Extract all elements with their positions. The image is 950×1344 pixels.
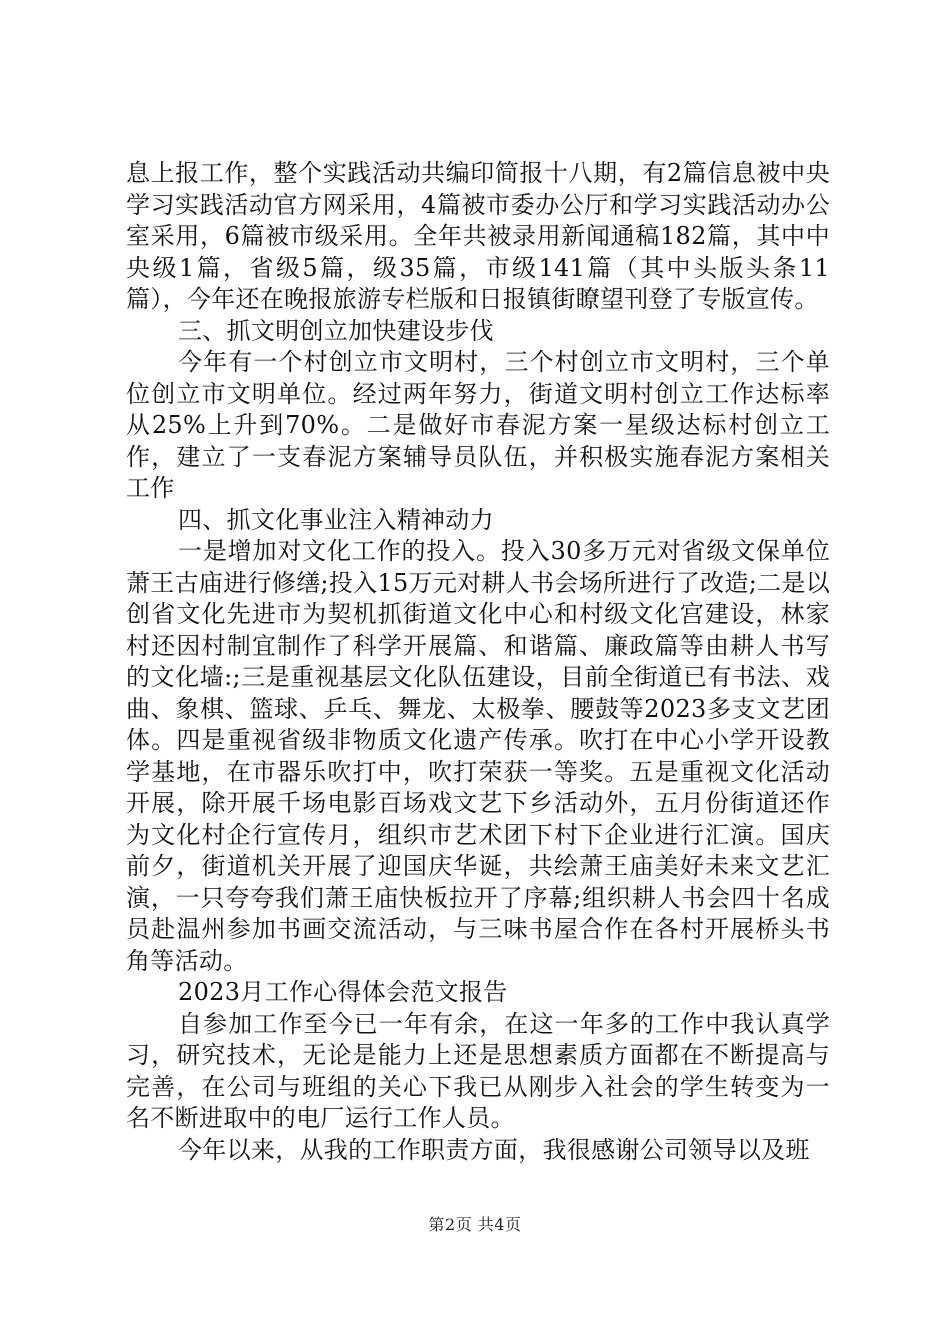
section-heading-civilization: 三、抓文明创立加快建设步伐 [178, 316, 494, 345]
paragraph-work-experience: 自参加工作至今已一年有余，在这一年多的工作中我认真学习，研究技术，无论是能力上还是思想素质方面都在不断提高与完善，在公司与班组的关心下我已从刚步入社会的学生转变为一名不断进取中的电厂运行工作人员。 [126, 1009, 830, 1132]
paragraph-civilization: 今年有一个村创立市文明村，三个村创立市文明村，三个单位创立市文明单位。经过两年努力，街道文明村创立工作达标率从25%上升到70%。二是做好市春泥方案一星级达标村创立工作，建立了一支春泥方案辅导员队伍，并积极实施春泥方案相关工作 [126, 348, 830, 502]
paragraph-culture: 一是增加对文化工作的投入。投入30多万元对省级文保单位萧王古庙进行修缮;投入15万元对耕人书会场所进行了改造;二是以创省文化先进市为契机抓街道文化中心和村级文化宫建设，林家村还因村制宜制作了科学开展篇、和谐篇、廉政篇等由耕人书写的文化墙:;三是重视基层文化队伍建设，目前全街道已有书法、戏曲、象棋、篮球、乒乓、舞龙、太极拳、腰鼓等2023多支文艺团体。四是重视省级非物质文化遗产传承。吹打在中心小学开设教学基地，在市器乐吹打中，吹打荣获一等奖。五是重视文化活动开展，除开展千场电影百场戏文艺下乡活动外，五月份街道还作为文化村企行宣传月，组织市艺术团下村下企业进行汇演。国庆前夕，街道机关开展了迎国庆华诞，共绘萧王庙美好未来文艺汇演，一只夸夸我们萧王庙快板拉开了序幕;组织耕人书会四十名成员赴温州参加书画交流活动，与三味书屋合作在各村开展桥头书角等活动。 [126, 537, 831, 975]
paragraph-news-reporting: 息上报工作，整个实践活动共编印简报十八期，有2篇信息被中央学习实践活动官方网采用，4篇被市委办公厅和学习实践活动办公室采用，6篇被市级采用。全年共被录用新闻通稿182篇，其中中央级1篇，省级5篇，级35篇，市级141篇（其中头版头条11篇），今年还在晚报旅游专栏版和日报镇街瞭望刊登了专版宣传。 [126, 159, 830, 313]
paragraph-work-duties: 今年以来，从我的工作职责方面，我很感谢公司领导以及班 [178, 1135, 810, 1164]
section-heading-report-title: 2023月工作心得体会范文报告 [178, 978, 508, 1006]
page-footer: 第2页 共4页 [428, 1215, 522, 1234]
section-heading-culture: 四、抓文化事业注入精神动力 [178, 505, 494, 534]
document-body [126, 158, 830, 1166]
